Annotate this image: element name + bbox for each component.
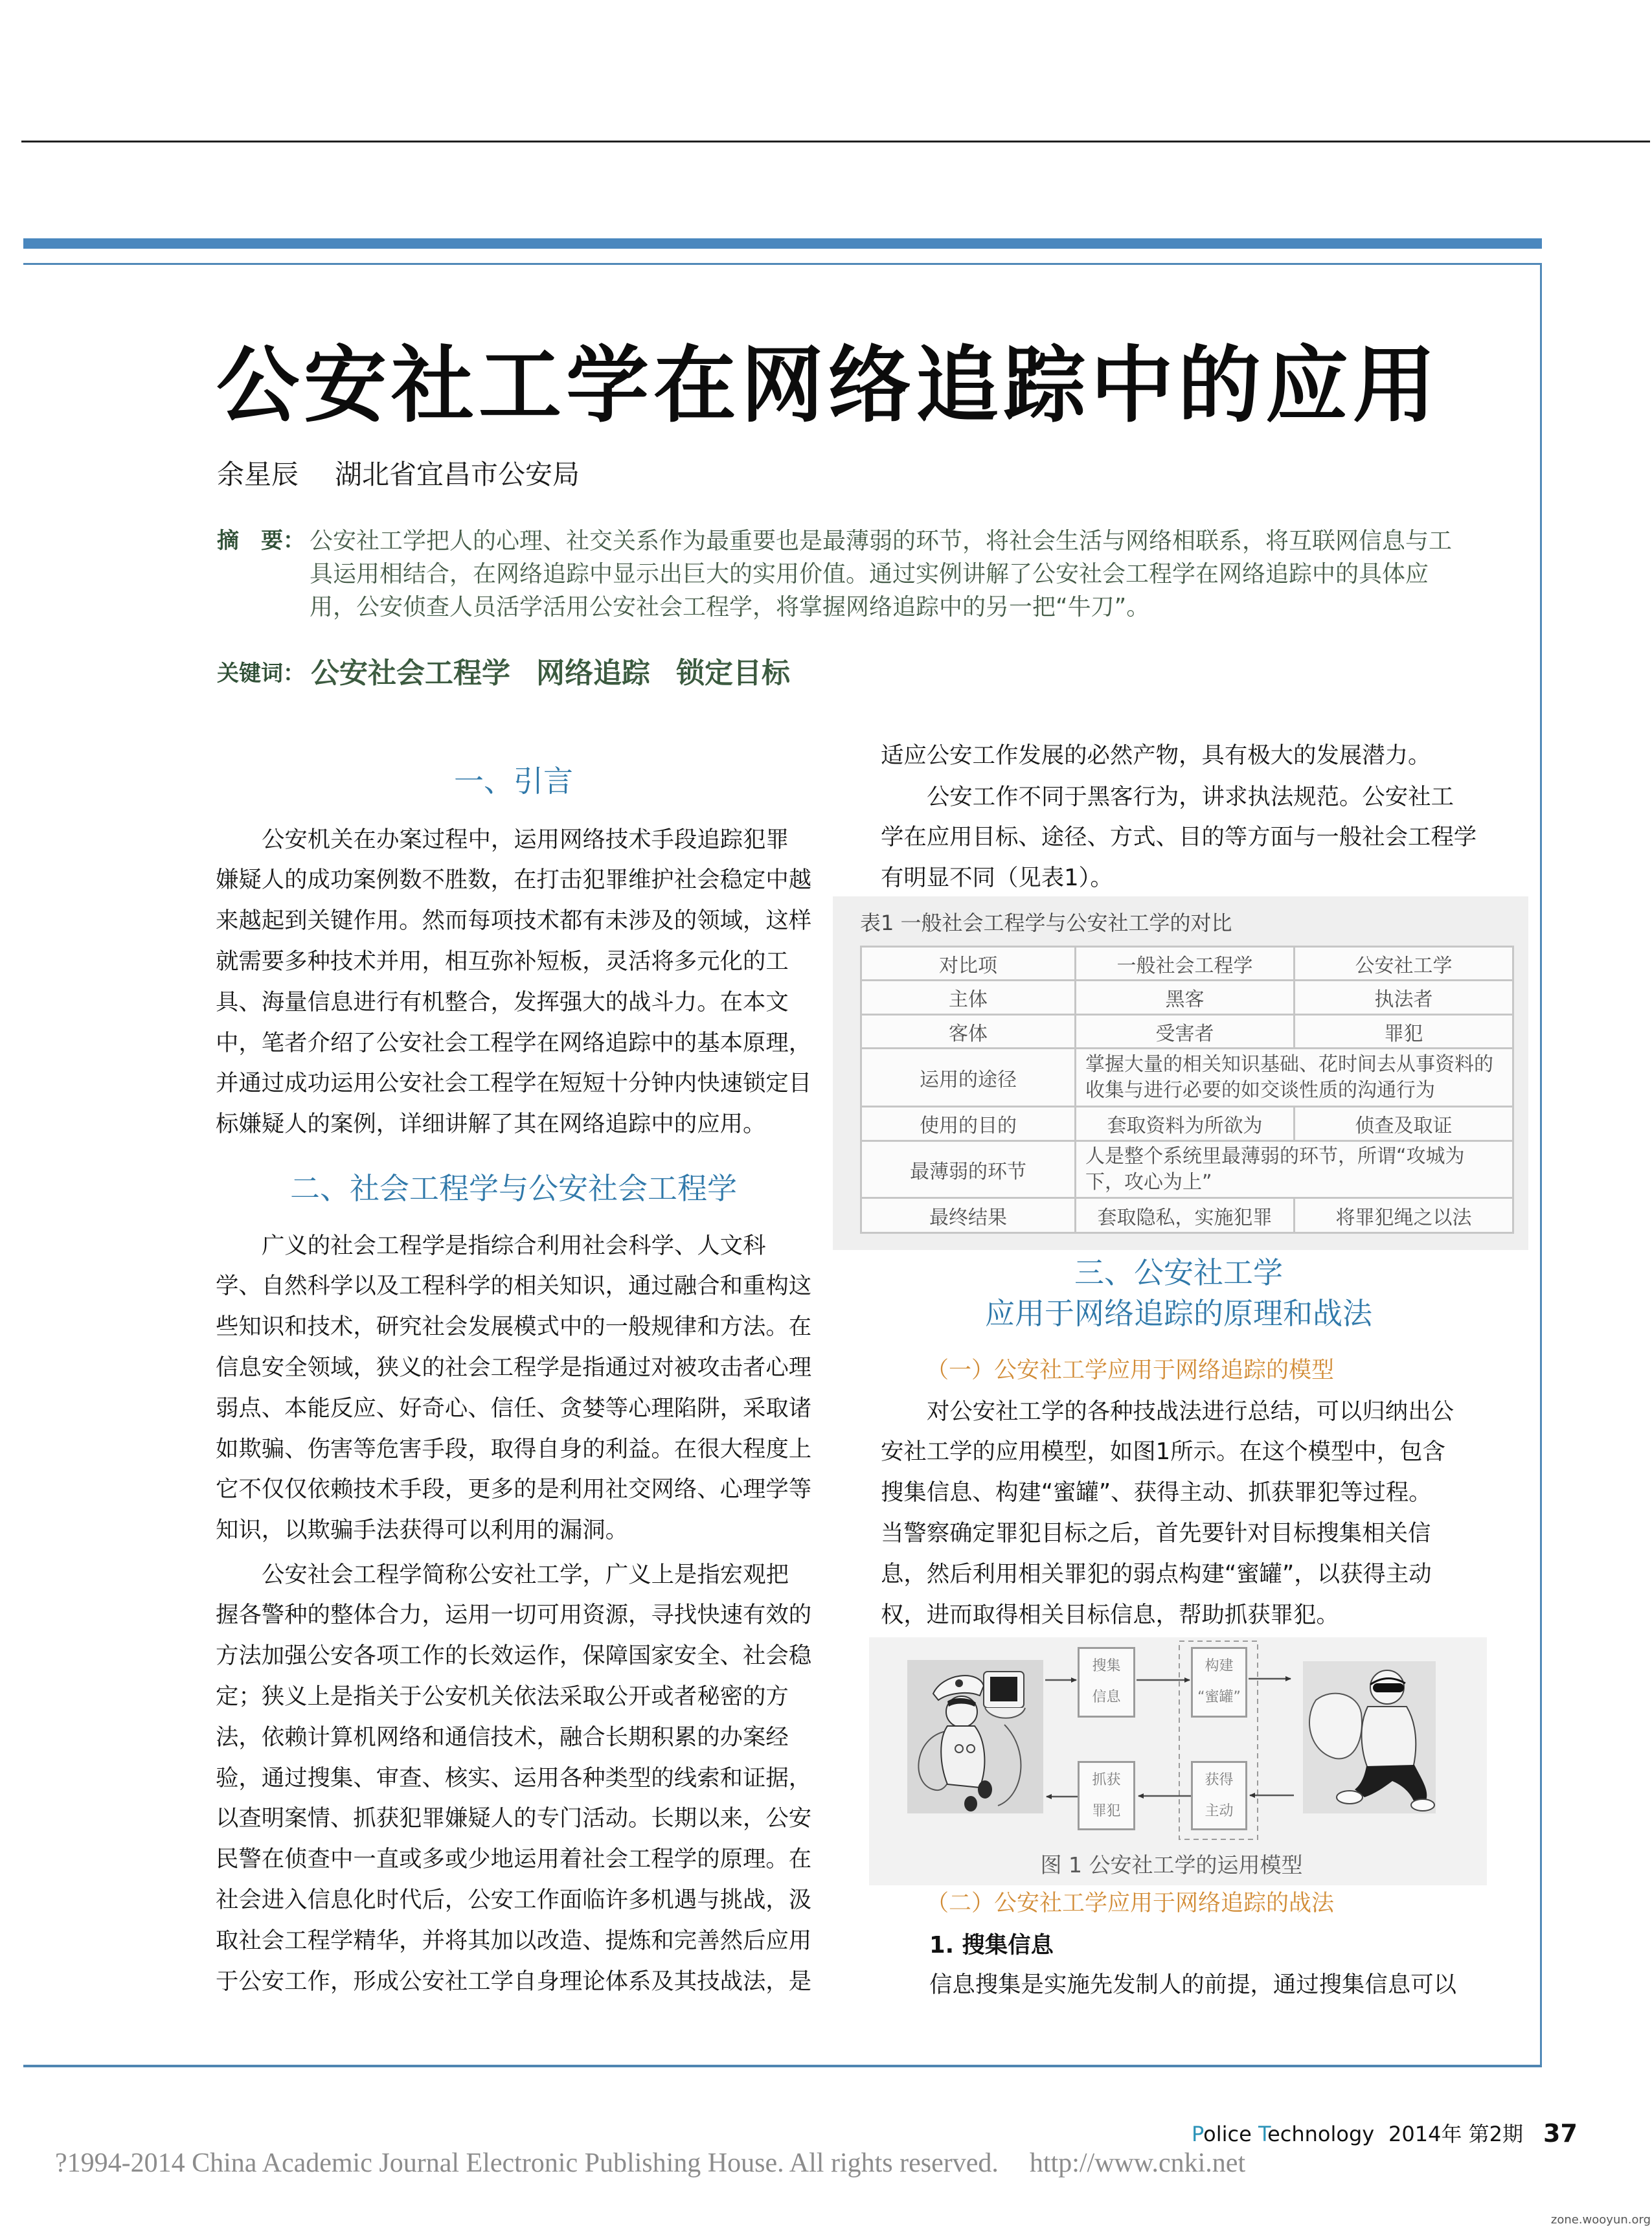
police-officer-illustration bbox=[907, 1660, 1043, 1813]
table-header-row bbox=[861, 947, 1513, 981]
article-frame-bottom bbox=[23, 2065, 1542, 2067]
table-row bbox=[861, 1049, 1513, 1107]
table-cell-shared bbox=[1076, 1141, 1513, 1198]
step-box-gain-initiative bbox=[1191, 1761, 1247, 1830]
copyright-url: http://www.cnki.net bbox=[1029, 2148, 1246, 2178]
text-line: 息，然后利用相关罪犯的弱点构建“蜜罐”，以获得主动 bbox=[881, 1560, 1432, 1587]
table-cell-general: 套取隐私，实施犯罪 bbox=[1076, 1198, 1295, 1233]
table-1-caption: 表1 一般社会工程学与公安社工学的对比 bbox=[860, 911, 1232, 935]
table-cell-police: 执法者 bbox=[1295, 981, 1513, 1015]
journal-name bbox=[1192, 2121, 1374, 2147]
table-row bbox=[861, 1141, 1513, 1198]
table-cell-item: 最薄弱的环节 bbox=[861, 1141, 1076, 1198]
text-line: 就需要多种技术并用，相互弥补短板，灵活将多元化的工 bbox=[216, 948, 789, 975]
figure-1-model-diagram bbox=[869, 1637, 1487, 1885]
table-header-cell: 公安社工学 bbox=[1295, 947, 1513, 981]
table-cell-item: 客体 bbox=[861, 1015, 1076, 1049]
table-cell-police: 罪犯 bbox=[1295, 1015, 1513, 1049]
article-frame-top bbox=[23, 263, 1542, 265]
text-line: 取社会工程学精华，并将其加以改造、提炼和完善然后应用 bbox=[216, 1927, 812, 1954]
section-heading-3 bbox=[881, 1253, 1477, 1334]
journal-word-rest: olice bbox=[1203, 2122, 1252, 2146]
text-line: 来越起到关键作用。然而每项技术都有未涉及的领域，这样 bbox=[216, 907, 812, 935]
text-line: 嫌疑人的成功案例数不胜数，在打击犯罪维护社会稳定中越 bbox=[216, 867, 812, 894]
step-box-collect-info bbox=[1078, 1647, 1135, 1718]
keywords-list bbox=[311, 655, 816, 692]
text-line: 对公安社工学的各种技战法进行总结，可以归纳出公 bbox=[927, 1398, 1454, 1425]
text-line: 权，进而取得相关目标信息，帮助抓获罪犯。 bbox=[881, 1601, 1339, 1628]
author-name: 余星辰 bbox=[217, 459, 299, 490]
table-cell-general: 套取资料为所欲为 bbox=[1076, 1107, 1295, 1141]
step-label: “蜜罐” bbox=[1197, 1689, 1241, 1705]
article-title: 公安社工学在网络追踪中的应用 bbox=[216, 337, 1441, 434]
section-2-paragraph-2-continued bbox=[881, 736, 1477, 777]
abstract-line: 具运用相结合，在网络追踪中显示出巨大的实用价值。通过实例讲解了公安社会工程学在网络追踪中的具体应 bbox=[310, 561, 1429, 587]
author-affiliation: 湖北省宜昌市公安局 bbox=[335, 459, 580, 490]
text-line: 于公安工作，形成公安社工学自身理论体系及其技战法，是 bbox=[216, 1968, 812, 1995]
section-intro-heading-wrap bbox=[216, 762, 811, 801]
text-line: 如欺骗、伤害等危害手段，取得自身的利益。在很大程度上 bbox=[216, 1435, 812, 1462]
step-label: 搜集 bbox=[1092, 1658, 1121, 1674]
header-rule bbox=[21, 141, 1650, 142]
keyword: 公安社会工程学 bbox=[311, 657, 510, 690]
text-line: 适应公安工作发展的必然产物，具有极大的发展潜力。 bbox=[881, 742, 1431, 769]
text-line: 公安社会工程学简称公安社工学，广义上是指宏观把 bbox=[262, 1561, 789, 1588]
section-2-heading-wrap bbox=[216, 1169, 811, 1208]
text-line: 民警在侦查中一直或多或少地运用着社会工程学的原理。在 bbox=[216, 1846, 812, 1873]
table-cell-line: 收集与进行必要的如交谈性质的沟通行为 bbox=[1085, 1078, 1435, 1102]
text-line: 些知识和技术，研究社会发展模式中的一般规律和方法。在 bbox=[216, 1313, 812, 1341]
table-cell-item: 使用的目的 bbox=[861, 1107, 1076, 1141]
step-label: 抓获 bbox=[1092, 1772, 1121, 1788]
text-line: 中，笔者介绍了公安社会工程学在网络追踪中的基本原理， bbox=[216, 1029, 812, 1056]
section-heading-intro: 一、引言 bbox=[454, 764, 573, 799]
table-row bbox=[861, 1107, 1513, 1141]
step-label: 构建 bbox=[1205, 1658, 1234, 1674]
text-line: 安社工学的应用模型，如图1所示。在这个模型中，包含 bbox=[881, 1438, 1445, 1466]
text-line: 以查明案情、抓获犯罪嫌疑人的专门活动。长期以来，公安 bbox=[216, 1805, 812, 1832]
section-2-paragraph-3 bbox=[881, 777, 1477, 899]
abstract-text bbox=[310, 525, 1452, 624]
copyright-notice bbox=[55, 2147, 1245, 2179]
keyword: 网络追踪 bbox=[536, 657, 650, 690]
text-line: 信息搜集是实施先发制人的前提，通过搜集信息可以 bbox=[929, 1971, 1456, 1998]
text-line: 验，通过搜集、审查、核实、运用各种类型的线索和证据， bbox=[216, 1764, 812, 1791]
table-cell-line: 下，攻心为上” bbox=[1085, 1170, 1212, 1194]
section-heading-2: 二、社会工程学与公安社会工程学 bbox=[290, 1171, 737, 1206]
journal-initial: T bbox=[1258, 2122, 1268, 2146]
author-line bbox=[217, 459, 580, 491]
text-line: 学、自然科学以及工程科学的相关知识，通过融合和重构这 bbox=[216, 1273, 812, 1300]
keywords-label: 关键词： bbox=[217, 661, 305, 687]
step-box-build-honeypot bbox=[1191, 1647, 1247, 1718]
masked-criminal-illustration bbox=[1303, 1661, 1436, 1813]
step-label: 信息 bbox=[1092, 1689, 1121, 1705]
table-cell-shared bbox=[1076, 1049, 1513, 1107]
table-cell-general: 受害者 bbox=[1076, 1015, 1295, 1049]
text-line: 法，依赖计算机网络和通信技术，融合长期积累的办案经 bbox=[216, 1723, 789, 1751]
section-heading-3-line: 三、公安社工学 bbox=[1074, 1255, 1283, 1290]
text-line: 信息安全领域，狭义的社会工程学是指通过对被攻击者心理 bbox=[216, 1354, 812, 1381]
table-cell-line: 掌握大量的相关知识基础、花时间去从事资料的 bbox=[1085, 1052, 1493, 1076]
journal-initial: P bbox=[1192, 2122, 1204, 2146]
text-line: 知识，以欺骗手法获得可以利用的漏洞。 bbox=[216, 1517, 629, 1544]
text-line: 并通过成功运用公安社会工程学在短短十分钟内快速锁定目 bbox=[216, 1070, 812, 1097]
step-box-capture-criminal bbox=[1078, 1761, 1135, 1830]
section-2-paragraph-2 bbox=[216, 1555, 811, 2003]
figure-1-caption: 图 1 公安社工学的运用模型 bbox=[1040, 1852, 1303, 1878]
page-number: 37 bbox=[1543, 2119, 1578, 2148]
text-line: 搜集信息、构建“蜜罐”、获得主动、抓获罪犯等过程。 bbox=[881, 1479, 1432, 1506]
journal-issue: 2014年 第2期 bbox=[1388, 2122, 1523, 2146]
abstract-label: 摘 要： bbox=[217, 528, 305, 554]
step-label: 获得 bbox=[1205, 1772, 1234, 1788]
text-line: 方法加强公安各项工作的长效运作，保障国家安全、社会稳 bbox=[216, 1642, 812, 1670]
table-cell-police: 将罪犯绳之以法 bbox=[1295, 1198, 1513, 1233]
copyright-text: ?1994-2014 China Academic Journal Electronic Publishing House. All rights reserved. bbox=[55, 2148, 999, 2178]
step-label: 罪犯 bbox=[1092, 1803, 1121, 1819]
abstract-line: 用，公安侦查人员活学活用公安社会工程学，将掌握网络追踪中的另一把“牛刀”。 bbox=[310, 594, 1150, 620]
tactic-item-title: 1. 搜集信息 bbox=[929, 1931, 1054, 1959]
text-line: 有明显不同（见表1）。 bbox=[881, 865, 1113, 892]
table-row bbox=[861, 981, 1513, 1015]
table-cell-item: 最终结果 bbox=[861, 1198, 1076, 1233]
text-line: 学在应用目标、途径、方式、目的等方面与一般社会工程学 bbox=[881, 824, 1477, 851]
table-header-cell: 对比项 bbox=[861, 947, 1076, 981]
text-line: 广义的社会工程学是指综合利用社会科学、人文科 bbox=[262, 1232, 766, 1259]
table-cell-general: 黑客 bbox=[1076, 981, 1295, 1015]
comparison-table bbox=[860, 946, 1514, 1234]
section-heading-3-line: 应用于网络追踪的原理和战法 bbox=[985, 1295, 1372, 1331]
table-row bbox=[861, 1198, 1513, 1233]
intro-paragraph bbox=[216, 820, 811, 1145]
table-cell-line: 人是整个系统里最薄弱的环节，所谓“攻城为 bbox=[1085, 1144, 1465, 1168]
text-line: 弱点、本能反应、好奇心、信任、贪婪等心理陷阱，采取诸 bbox=[216, 1394, 812, 1422]
text-line: 定；狭义上是指关于公安机关依法采取公开或者秘密的方 bbox=[216, 1683, 789, 1710]
keyword: 锁定目标 bbox=[676, 657, 790, 690]
table-cell-item: 主体 bbox=[861, 981, 1076, 1015]
subsection-heading-2: （二）公安社工学应用于网络追踪的战法 bbox=[926, 1891, 1335, 1916]
text-line: 具、海量信息进行有机整合，发挥强大的战斗力。在本文 bbox=[216, 988, 789, 1016]
subsection-heading-1: （一）公安社工学应用于网络追踪的模型 bbox=[926, 1357, 1335, 1383]
step-label: 主动 bbox=[1205, 1803, 1234, 1819]
article-frame-right bbox=[1540, 263, 1542, 2067]
text-line: 公安工作不同于黑客行为，讲求执法规范。公安社工 bbox=[927, 783, 1454, 810]
table-header-cell: 一般社会工程学 bbox=[1076, 947, 1295, 981]
text-line: 公安机关在办案过程中，运用网络技术手段追踪犯罪 bbox=[262, 826, 789, 853]
section-2-paragraph-1 bbox=[216, 1226, 811, 1551]
subsection-1-paragraph bbox=[881, 1392, 1477, 1636]
table-row bbox=[861, 1015, 1513, 1049]
text-line: 社会进入信息化时代后，公安工作面临许多机遇与挑战，汲 bbox=[216, 1886, 812, 1913]
abstract-line: 公安社工学把人的心理、社交关系作为最重要也是最薄弱的环节，将社会生活与网络相联系，将互联网信息与工 bbox=[310, 528, 1453, 554]
source-watermark: zone.wooyun.org bbox=[1550, 2213, 1651, 2226]
header-accent-bar bbox=[23, 238, 1542, 249]
text-line: 当警察确定罪犯目标之后，首先要针对目标搜集相关信 bbox=[881, 1519, 1431, 1547]
journal-word-rest: echnology bbox=[1267, 2122, 1375, 2146]
subsection-2-paragraph bbox=[929, 1965, 1525, 2006]
table-cell-item: 运用的途径 bbox=[861, 1049, 1076, 1107]
text-line: 标嫌疑人的案例，详细讲解了其在网络追踪中的应用。 bbox=[216, 1111, 766, 1138]
text-line: 它不仅仅依赖技术手段，更多的是利用社交网络、心理学等 bbox=[216, 1476, 812, 1503]
text-line: 握各警种的整体合力，运用一切可用资源，寻找快速有效的 bbox=[216, 1602, 812, 1629]
table-cell-police: 侦查及取证 bbox=[1295, 1107, 1513, 1141]
